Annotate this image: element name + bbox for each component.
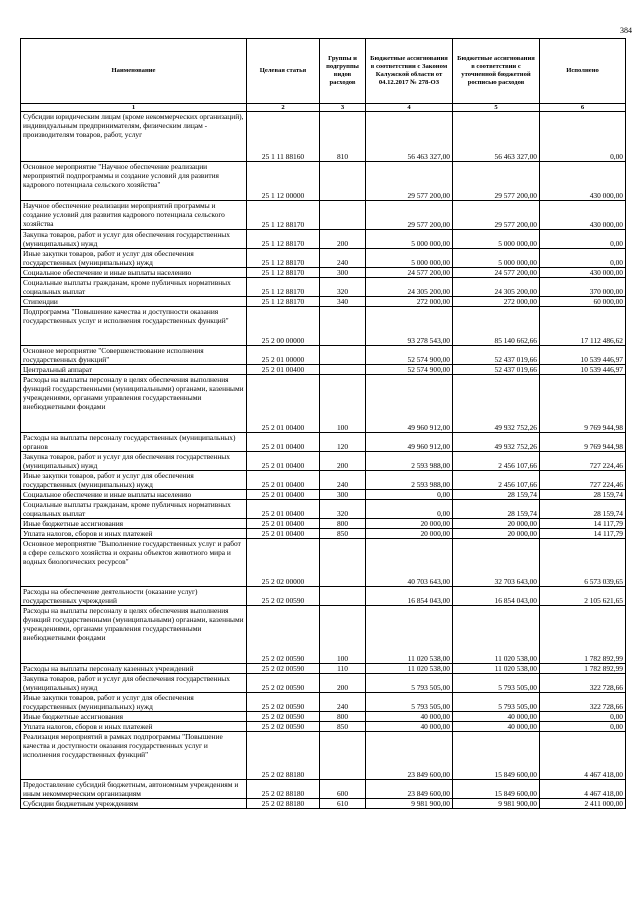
row-target-article-cell: 25 2 01 00400 — [247, 529, 320, 539]
row-executed-cell: 10 539 446,97 — [540, 365, 626, 375]
row-name-cell: Основное мероприятие "Научное обеспечение реализации мероприятий подпрограммы и создание условий для развития кадрового потенциала сельского хозяйства" — [21, 162, 247, 201]
row-executed-cell: 9 769 944,98 — [540, 433, 626, 452]
row-executed-cell: 28 159,74 — [540, 490, 626, 500]
row-executed-cell: 322 728,66 — [540, 693, 626, 712]
row-law-allocation-cell: 93 278 543,00 — [366, 307, 453, 346]
row-executed-cell: 28 159,74 — [540, 500, 626, 519]
row-law-allocation-cell: 24 577 200,00 — [366, 268, 453, 278]
header-row — [21, 39, 626, 104]
row-executed-cell: 2 105 621,65 — [540, 587, 626, 606]
table-row — [21, 452, 626, 471]
budget-execution-table — [20, 38, 626, 809]
row-refined-allocation-cell: 28 159,74 — [453, 490, 540, 500]
table-row — [21, 674, 626, 693]
table-row — [21, 230, 626, 249]
row-law-allocation-cell: 56 463 327,00 — [366, 112, 453, 162]
row-refined-allocation-cell: 9 981 900,00 — [453, 799, 540, 809]
row-expense-group-cell: 320 — [320, 500, 366, 519]
row-law-allocation-cell: 5 793 505,00 — [366, 674, 453, 693]
row-refined-allocation-cell: 272 000,00 — [453, 297, 540, 307]
row-target-article-cell: 25 2 02 00590 — [247, 606, 320, 664]
row-refined-allocation-cell: 28 159,74 — [453, 500, 540, 519]
row-refined-allocation-cell: 49 932 752,26 — [453, 375, 540, 433]
row-target-article-cell: 25 2 01 00400 — [247, 500, 320, 519]
row-expense-group-cell — [320, 539, 366, 587]
row-executed-cell: 2 411 000,00 — [540, 799, 626, 809]
row-name-cell: Социальное обеспечение и иные выплаты населению — [21, 268, 247, 278]
row-name-cell: Субсидии бюджетным учреждениям — [21, 799, 247, 809]
row-law-allocation-cell: 29 577 200,00 — [366, 162, 453, 201]
table-row — [21, 722, 626, 732]
row-target-article-cell: 25 2 02 00590 — [247, 587, 320, 606]
row-executed-cell: 430 000,00 — [540, 268, 626, 278]
row-target-article-cell: 25 1 12 88170 — [247, 297, 320, 307]
row-target-article-cell: 25 1 12 88170 — [247, 268, 320, 278]
row-law-allocation-cell: 16 854 043,00 — [366, 587, 453, 606]
table-row — [21, 539, 626, 587]
row-expense-group-cell: 300 — [320, 490, 366, 500]
row-expense-group-cell — [320, 587, 366, 606]
row-expense-group-cell: 320 — [320, 278, 366, 297]
row-law-allocation-cell: 40 000,00 — [366, 722, 453, 732]
row-refined-allocation-cell: 2 456 107,66 — [453, 471, 540, 490]
row-law-allocation-cell: 52 574 900,00 — [366, 365, 453, 375]
row-expense-group-cell: 800 — [320, 712, 366, 722]
row-refined-allocation-cell: 52 437 019,66 — [453, 365, 540, 375]
table-row — [21, 297, 626, 307]
row-target-article-cell: 25 2 01 00400 — [247, 471, 320, 490]
column-number: 5 — [453, 104, 540, 112]
row-expense-group-cell: 200 — [320, 674, 366, 693]
row-law-allocation-cell: 11 020 538,00 — [366, 664, 453, 674]
row-expense-group-cell — [320, 201, 366, 230]
row-expense-group-cell: 340 — [320, 297, 366, 307]
row-name-cell: Иные бюджетные ассигнования — [21, 712, 247, 722]
table-row — [21, 490, 626, 500]
table-row — [21, 278, 626, 297]
row-name-cell: Предоставление субсидий бюджетным, автономным учреждениям и иным некоммерческим организациям — [21, 780, 247, 799]
row-name-cell: Расходы на выплаты персоналу казенных учреждений — [21, 664, 247, 674]
row-name-cell: Расходы на выплаты персоналу государственных (муниципальных) органов — [21, 433, 247, 452]
row-executed-cell: 430 000,00 — [540, 162, 626, 201]
row-executed-cell: 17 112 486,62 — [540, 307, 626, 346]
header-name: Наименование — [21, 39, 247, 104]
table-row — [21, 471, 626, 490]
row-target-article-cell: 25 2 01 00000 — [247, 346, 320, 365]
row-name-cell: Основное мероприятие "Совершенствование исполнения государственных функций" — [21, 346, 247, 365]
row-target-article-cell: 25 2 02 00590 — [247, 664, 320, 674]
row-name-cell: Иные закупки товаров, работ и услуг для обеспечения государственных (муниципальных) нужд — [21, 693, 247, 712]
table-row — [21, 587, 626, 606]
row-law-allocation-cell: 49 960 912,00 — [366, 433, 453, 452]
row-name-cell: Уплата налогов, сборов и иных платежей — [21, 722, 247, 732]
page-number: 384 — [620, 26, 632, 35]
row-expense-group-cell: 110 — [320, 664, 366, 674]
row-expense-group-cell — [320, 346, 366, 365]
row-executed-cell: 0,00 — [540, 230, 626, 249]
column-number: 6 — [540, 104, 626, 112]
row-refined-allocation-cell: 85 140 662,66 — [453, 307, 540, 346]
row-name-cell: Расходы на выплаты персоналу в целях обеспечения выполнения функций государственными (муниципальными) органами, казенными учреждениями, органами управления государственными внебюджетными фондами — [21, 606, 247, 664]
row-law-allocation-cell: 23 849 600,00 — [366, 732, 453, 780]
row-refined-allocation-cell: 20 000,00 — [453, 529, 540, 539]
row-law-allocation-cell: 9 981 900,00 — [366, 799, 453, 809]
row-target-article-cell: 25 2 02 88180 — [247, 780, 320, 799]
row-target-article-cell: 25 2 02 88180 — [247, 799, 320, 809]
row-name-cell: Социальные выплаты гражданам, кроме публичных нормативных социальных выплат — [21, 500, 247, 519]
row-name-cell: Научное обеспечение реализации мероприятий программы и создание условий для развития кадрового потенциала сельского хозяйства — [21, 201, 247, 230]
row-law-allocation-cell: 23 849 600,00 — [366, 780, 453, 799]
table-row — [21, 529, 626, 539]
row-expense-group-cell — [320, 365, 366, 375]
row-executed-cell: 4 467 418,00 — [540, 780, 626, 799]
table-row — [21, 712, 626, 722]
row-executed-cell: 0,00 — [540, 712, 626, 722]
row-expense-group-cell — [320, 732, 366, 780]
row-expense-group-cell: 100 — [320, 606, 366, 664]
row-executed-cell: 727 224,46 — [540, 471, 626, 490]
row-target-article-cell: 25 2 02 00590 — [247, 693, 320, 712]
row-refined-allocation-cell: 16 854 043,00 — [453, 587, 540, 606]
row-expense-group-cell — [320, 307, 366, 346]
row-expense-group-cell: 850 — [320, 722, 366, 732]
row-expense-group-cell: 300 — [320, 268, 366, 278]
row-law-allocation-cell: 2 593 988,00 — [366, 471, 453, 490]
row-law-allocation-cell: 5 000 000,00 — [366, 249, 453, 268]
row-target-article-cell: 25 2 02 00590 — [247, 712, 320, 722]
table-row — [21, 664, 626, 674]
row-name-cell: Закупка товаров, работ и услуг для обеспечения государственных (муниципальных) нужд — [21, 230, 247, 249]
row-executed-cell: 4 467 418,00 — [540, 732, 626, 780]
row-expense-group-cell: 200 — [320, 452, 366, 471]
row-target-article-cell: 25 2 01 00400 — [247, 433, 320, 452]
header-executed: Исполнено — [540, 39, 626, 104]
table-row — [21, 500, 626, 519]
row-name-cell: Социальное обеспечение и иные выплаты населению — [21, 490, 247, 500]
row-target-article-cell: 25 2 01 00400 — [247, 490, 320, 500]
row-target-article-cell: 25 2 01 00400 — [247, 452, 320, 471]
row-expense-group-cell: 600 — [320, 780, 366, 799]
row-refined-allocation-cell: 5 793 505,00 — [453, 693, 540, 712]
table-row — [21, 346, 626, 365]
row-refined-allocation-cell: 5 000 000,00 — [453, 249, 540, 268]
table-row — [21, 732, 626, 780]
row-name-cell: Субсидии юридическим лицам (кроме некоммерческих организаций), индивидуальным предпринимателям, физическим лицам - производителям товаров, работ, услуг — [21, 112, 247, 162]
table-row — [21, 365, 626, 375]
table-row — [21, 249, 626, 268]
row-law-allocation-cell: 49 960 912,00 — [366, 375, 453, 433]
row-refined-allocation-cell: 40 000,00 — [453, 712, 540, 722]
row-refined-allocation-cell: 56 463 327,00 — [453, 112, 540, 162]
table-row — [21, 268, 626, 278]
row-executed-cell: 370 000,00 — [540, 278, 626, 297]
row-refined-allocation-cell: 2 456 107,66 — [453, 452, 540, 471]
row-refined-allocation-cell: 15 849 600,00 — [453, 732, 540, 780]
column-number: 3 — [320, 104, 366, 112]
row-executed-cell: 430 000,00 — [540, 201, 626, 230]
row-target-article-cell: 25 2 00 00000 — [247, 307, 320, 346]
row-target-article-cell: 25 1 12 88170 — [247, 278, 320, 297]
row-law-allocation-cell: 5 000 000,00 — [366, 230, 453, 249]
row-name-cell: Иные закупки товаров, работ и услуг для обеспечения государственных (муниципальных) нужд — [21, 471, 247, 490]
row-expense-group-cell: 610 — [320, 799, 366, 809]
row-law-allocation-cell: 20 000,00 — [366, 519, 453, 529]
row-expense-group-cell: 240 — [320, 693, 366, 712]
row-executed-cell: 0,00 — [540, 249, 626, 268]
row-executed-cell: 6 573 039,65 — [540, 539, 626, 587]
row-name-cell: Расходы на выплаты персоналу в целях обеспечения выполнения функций государственными (муниципальными) органами, казенными учреждениями, органами управления государственными внебюджетными фондами — [21, 375, 247, 433]
row-refined-allocation-cell: 29 577 200,00 — [453, 162, 540, 201]
row-target-article-cell: 25 1 12 88170 — [247, 230, 320, 249]
row-target-article-cell: 25 2 02 00590 — [247, 722, 320, 732]
row-target-article-cell: 25 2 01 00400 — [247, 375, 320, 433]
row-expense-group-cell: 100 — [320, 375, 366, 433]
row-target-article-cell: 25 1 11 88160 — [247, 112, 320, 162]
row-law-allocation-cell: 2 593 988,00 — [366, 452, 453, 471]
row-refined-allocation-cell: 15 849 600,00 — [453, 780, 540, 799]
row-target-article-cell: 25 1 12 00000 — [247, 162, 320, 201]
row-refined-allocation-cell: 52 437 019,66 — [453, 346, 540, 365]
row-refined-allocation-cell: 49 932 752,26 — [453, 433, 540, 452]
row-expense-group-cell: 240 — [320, 249, 366, 268]
row-name-cell: Центральный аппарат — [21, 365, 247, 375]
row-law-allocation-cell: 29 577 200,00 — [366, 201, 453, 230]
table-row — [21, 519, 626, 529]
row-refined-allocation-cell: 11 020 538,00 — [453, 606, 540, 664]
row-executed-cell: 60 000,00 — [540, 297, 626, 307]
column-number: 1 — [21, 104, 247, 112]
table-row — [21, 307, 626, 346]
row-name-cell: Социальные выплаты гражданам, кроме публичных нормативных социальных выплат — [21, 278, 247, 297]
row-refined-allocation-cell: 40 000,00 — [453, 722, 540, 732]
row-law-allocation-cell: 0,00 — [366, 490, 453, 500]
row-target-article-cell: 25 2 02 88180 — [247, 732, 320, 780]
row-law-allocation-cell: 11 020 538,00 — [366, 606, 453, 664]
row-refined-allocation-cell: 20 000,00 — [453, 519, 540, 529]
row-expense-group-cell — [320, 162, 366, 201]
table-row — [21, 112, 626, 162]
row-target-article-cell: 25 1 12 88170 — [247, 249, 320, 268]
row-refined-allocation-cell: 24 577 200,00 — [453, 268, 540, 278]
row-expense-group-cell: 120 — [320, 433, 366, 452]
row-executed-cell: 1 782 892,99 — [540, 664, 626, 674]
row-refined-allocation-cell: 5 000 000,00 — [453, 230, 540, 249]
row-refined-allocation-cell: 32 703 643,00 — [453, 539, 540, 587]
row-name-cell: Уплата налогов, сборов и иных платежей — [21, 529, 247, 539]
row-refined-allocation-cell: 24 305 200,00 — [453, 278, 540, 297]
row-target-article-cell: 25 1 12 88170 — [247, 201, 320, 230]
row-law-allocation-cell: 24 305 200,00 — [366, 278, 453, 297]
row-target-article-cell: 25 2 01 00400 — [247, 519, 320, 529]
row-law-allocation-cell: 40 000,00 — [366, 712, 453, 722]
table-row — [21, 606, 626, 664]
table-row — [21, 375, 626, 433]
row-name-cell: Основное мероприятие "Выполнение государственных услуг и работ в сфере сельского хозяйства и охраны объектов животного мира и водных биологических ресурсов" — [21, 539, 247, 587]
row-law-allocation-cell: 40 703 643,00 — [366, 539, 453, 587]
row-executed-cell: 0,00 — [540, 112, 626, 162]
row-name-cell: Закупка товаров, работ и услуг для обеспечения государственных (муниципальных) нужд — [21, 452, 247, 471]
row-name-cell: Иные закупки товаров, работ и услуг для обеспечения государственных (муниципальных) нужд — [21, 249, 247, 268]
table-row — [21, 799, 626, 809]
row-executed-cell: 9 769 944,98 — [540, 375, 626, 433]
table-row — [21, 433, 626, 452]
column-number: 4 — [366, 104, 453, 112]
row-executed-cell: 322 728,66 — [540, 674, 626, 693]
table-row — [21, 780, 626, 799]
row-target-article-cell: 25 2 02 00590 — [247, 674, 320, 693]
row-name-cell: Стипендии — [21, 297, 247, 307]
row-executed-cell: 14 117,79 — [540, 529, 626, 539]
row-expense-group-cell: 240 — [320, 471, 366, 490]
row-name-cell: Реализация мероприятий в рамках подпрограммы "Повышение качества и доступности оказания государственных услуг и исполнения государственных функций" — [21, 732, 247, 780]
row-expense-group-cell: 810 — [320, 112, 366, 162]
row-expense-group-cell: 200 — [320, 230, 366, 249]
row-executed-cell: 10 539 446,97 — [540, 346, 626, 365]
header-law-allocation: Бюджетные ассигнования в соответствии с Законом Калужской области от 04.12.2017 № 278-ОЗ — [366, 39, 453, 104]
row-law-allocation-cell: 20 000,00 — [366, 529, 453, 539]
row-law-allocation-cell: 52 574 900,00 — [366, 346, 453, 365]
table-row — [21, 201, 626, 230]
row-executed-cell: 0,00 — [540, 722, 626, 732]
table-row — [21, 162, 626, 201]
row-law-allocation-cell: 0,00 — [366, 500, 453, 519]
row-name-cell: Закупка товаров, работ и услуг для обеспечения государственных (муниципальных) нужд — [21, 674, 247, 693]
header-expense-group: Группы и подгруппы видов расходов — [320, 39, 366, 104]
row-executed-cell: 1 782 892,99 — [540, 606, 626, 664]
row-name-cell: Расходы на обеспечение деятельности (оказание услуг) государственных учреждений — [21, 587, 247, 606]
header-refined-allocation: Бюджетные ассигнования в соответствии с уточненной бюджетной росписью расходов — [453, 39, 540, 104]
row-refined-allocation-cell: 11 020 538,00 — [453, 664, 540, 674]
column-number-row — [21, 104, 626, 112]
table-row — [21, 693, 626, 712]
row-executed-cell: 14 117,79 — [540, 519, 626, 529]
row-law-allocation-cell: 5 793 505,00 — [366, 693, 453, 712]
row-target-article-cell: 25 2 02 00000 — [247, 539, 320, 587]
header-target-article: Целевая статья — [247, 39, 320, 104]
row-refined-allocation-cell: 5 793 505,00 — [453, 674, 540, 693]
row-name-cell: Иные бюджетные ассигнования — [21, 519, 247, 529]
row-refined-allocation-cell: 29 577 200,00 — [453, 201, 540, 230]
row-expense-group-cell: 800 — [320, 519, 366, 529]
row-target-article-cell: 25 2 01 00400 — [247, 365, 320, 375]
row-expense-group-cell: 850 — [320, 529, 366, 539]
row-law-allocation-cell: 272 000,00 — [366, 297, 453, 307]
row-name-cell: Подпрограмма "Повышение качества и доступности оказания государственных услуг и исполнения государственных функций" — [21, 307, 247, 346]
row-executed-cell: 727 224,46 — [540, 452, 626, 471]
column-number: 2 — [247, 104, 320, 112]
